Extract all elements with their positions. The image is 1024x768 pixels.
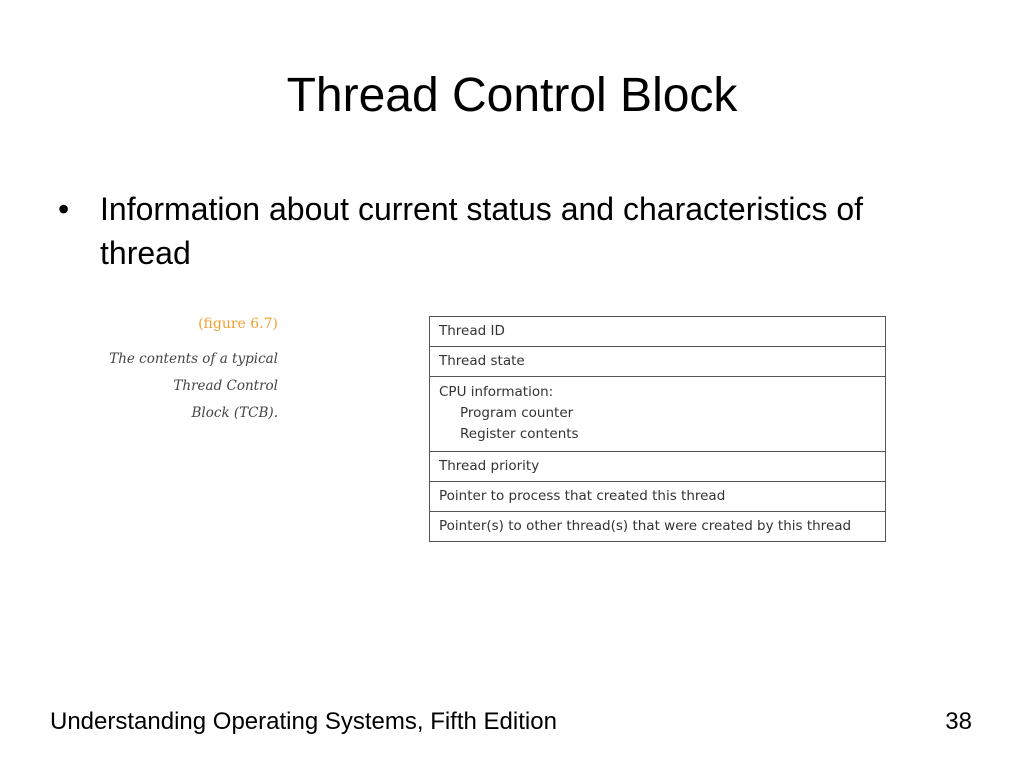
cpu-information-label: CPU information:: [439, 384, 554, 400]
table-cell-thread-pointers: Pointer(s) to other thread(s) that were created by this thread: [430, 512, 886, 542]
table-row: [430, 512, 886, 542]
figure-caption: [60, 314, 278, 427]
table-cell-thread-id: Thread ID: [430, 317, 886, 347]
table-cell-process-pointer: Pointer to process that created this thread: [430, 482, 886, 512]
table-row: [430, 377, 886, 452]
cpu-sub-item: Program counter: [460, 405, 574, 421]
tcb-table: [429, 316, 886, 542]
caption-line: The contents of a typical: [109, 351, 278, 367]
caption-line: Block (TCB).: [191, 405, 278, 421]
footer-text: Understanding Operating Systems, Fifth Edition: [50, 708, 557, 735]
figure-description: [60, 346, 278, 427]
table-row: [430, 317, 886, 347]
table-cell-thread-state: Thread state: [430, 347, 886, 377]
figure-label: (figure 6.7): [198, 316, 278, 332]
table-row: [430, 452, 886, 482]
bullet-item: [58, 187, 958, 275]
bullet-list: [58, 187, 958, 275]
caption-line: Thread Control: [173, 378, 278, 394]
table-cell-thread-priority: Thread priority: [430, 452, 886, 482]
slide-title: Thread Control Block: [286, 69, 738, 122]
table-row: [430, 347, 886, 377]
page-number: 38: [945, 708, 972, 735]
bullet-marker: •: [58, 191, 70, 227]
cpu-sub-item: Register contents: [460, 426, 579, 442]
bullet-text: Information about current status and characteristics of thread: [100, 191, 864, 271]
table-cell-cpu-information: [430, 377, 886, 452]
table-row: [430, 482, 886, 512]
